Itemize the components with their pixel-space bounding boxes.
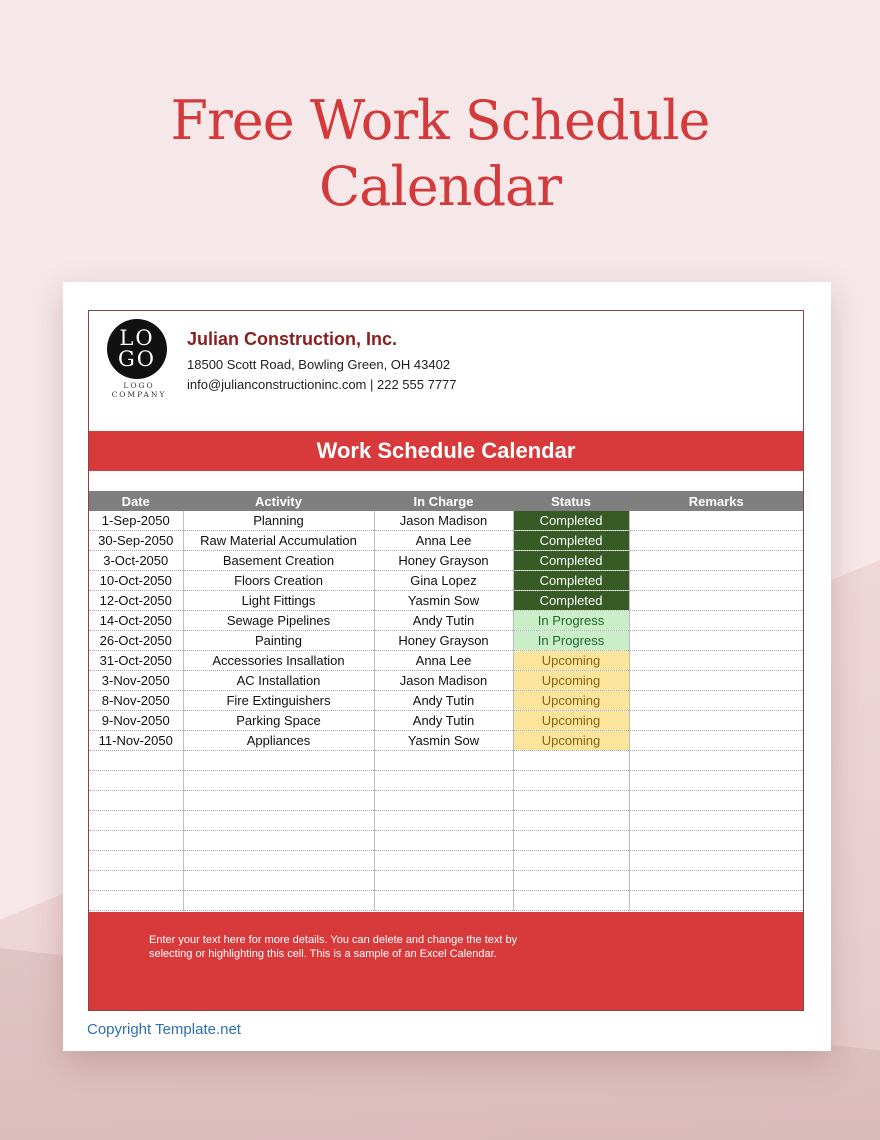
table-row xyxy=(89,711,803,731)
table-row xyxy=(89,531,803,551)
page-title-line2: Calendar xyxy=(318,155,562,218)
company-contact[interactable]: info@julianconstructioninc.com | 222 555 7777 xyxy=(187,377,457,392)
cell-in-charge[interactable]: Yasmin Sow xyxy=(374,731,513,751)
cell-in-charge[interactable]: Jason Madison xyxy=(374,511,513,531)
cell-date[interactable]: 12-Oct-2050 xyxy=(89,591,183,611)
cell-status[interactable]: Completed xyxy=(513,551,629,571)
cell-status[interactable]: Upcoming xyxy=(513,731,629,751)
cell-date[interactable]: 3-Oct-2050 xyxy=(89,551,183,571)
cell-remarks[interactable] xyxy=(629,531,803,551)
cell-empty[interactable] xyxy=(513,791,629,811)
table-row xyxy=(89,611,803,631)
cell-empty[interactable] xyxy=(89,851,183,871)
header-in-charge[interactable]: In Charge xyxy=(374,491,513,511)
cell-empty[interactable] xyxy=(374,791,513,811)
header-status[interactable]: Status xyxy=(513,491,629,511)
table-row-empty xyxy=(89,811,803,831)
calendar-frame xyxy=(88,310,804,1011)
cell-in-charge[interactable]: Honey Grayson xyxy=(374,551,513,571)
cell-empty[interactable] xyxy=(374,751,513,771)
cell-activity[interactable]: Raw Material Accumulation xyxy=(183,531,374,551)
cell-empty[interactable] xyxy=(89,891,183,911)
table-row-empty xyxy=(89,851,803,871)
cell-activity[interactable]: AC Installation xyxy=(183,671,374,691)
cell-empty[interactable] xyxy=(89,811,183,831)
cell-empty[interactable] xyxy=(183,751,374,771)
cell-empty[interactable] xyxy=(629,811,803,831)
company-name[interactable]: Julian Construction, Inc. xyxy=(187,329,398,349)
cell-empty[interactable] xyxy=(629,791,803,811)
cell-date[interactable]: 31-Oct-2050 xyxy=(89,651,183,671)
logo-icon xyxy=(107,319,167,379)
cell-empty[interactable] xyxy=(629,751,803,771)
cell-in-charge[interactable]: Andy Tutin xyxy=(374,611,513,631)
notes-text[interactable]: Enter your text here for more details. You can delete and change the text by selecting or highlighting this cell. This is a sample of an Excel Calendar. xyxy=(149,934,518,960)
cell-activity[interactable]: Basement Creation xyxy=(183,551,374,571)
cell-status[interactable]: Completed xyxy=(513,571,629,591)
cell-status[interactable]: Completed xyxy=(513,531,629,551)
table-row xyxy=(89,511,803,531)
cell-in-charge[interactable]: Yasmin Sow xyxy=(374,591,513,611)
table-row-empty xyxy=(89,871,803,891)
cell-date[interactable]: 8-Nov-2050 xyxy=(89,691,183,711)
table-row xyxy=(89,651,803,671)
logo-subtitle: LOGO COMPANY xyxy=(111,381,167,399)
cell-empty[interactable] xyxy=(513,751,629,771)
table-row xyxy=(89,731,803,751)
table-row-empty xyxy=(89,771,803,791)
cell-empty[interactable] xyxy=(374,871,513,891)
cell-empty[interactable] xyxy=(374,831,513,851)
cell-empty[interactable] xyxy=(89,751,183,771)
cell-remarks[interactable] xyxy=(629,671,803,691)
header-remarks[interactable]: Remarks xyxy=(629,491,803,511)
cell-in-charge[interactable]: Jason Madison xyxy=(374,671,513,691)
cell-in-charge[interactable]: Andy Tutin xyxy=(374,711,513,731)
cell-empty[interactable] xyxy=(629,891,803,911)
cell-empty[interactable] xyxy=(374,851,513,871)
cell-empty[interactable] xyxy=(513,851,629,871)
header-activity[interactable]: Activity xyxy=(183,491,374,511)
cell-empty[interactable] xyxy=(89,871,183,891)
cell-status[interactable]: Completed xyxy=(513,591,629,611)
cell-empty[interactable] xyxy=(183,811,374,831)
table-row-empty xyxy=(89,751,803,771)
cell-date[interactable]: 10-Oct-2050 xyxy=(89,571,183,591)
schedule-banner-title[interactable]: Work Schedule Calendar xyxy=(89,431,803,471)
cell-empty[interactable] xyxy=(513,811,629,831)
cell-remarks[interactable] xyxy=(629,611,803,631)
cell-status[interactable]: Upcoming xyxy=(513,651,629,671)
cell-date[interactable]: 9-Nov-2050 xyxy=(89,711,183,731)
header-date[interactable]: Date xyxy=(89,491,183,511)
page-title xyxy=(0,88,880,220)
cell-in-charge[interactable]: Anna Lee xyxy=(374,531,513,551)
cell-empty[interactable] xyxy=(629,831,803,851)
page-title-line1: Free Work Schedule xyxy=(170,89,710,152)
cell-empty[interactable] xyxy=(89,831,183,851)
cell-empty[interactable] xyxy=(183,891,374,911)
cell-empty[interactable] xyxy=(374,811,513,831)
cell-date[interactable]: 30-Sep-2050 xyxy=(89,531,183,551)
cell-empty[interactable] xyxy=(183,851,374,871)
cell-in-charge[interactable]: Gina Lopez xyxy=(374,571,513,591)
cell-in-charge[interactable]: Honey Grayson xyxy=(374,631,513,651)
cell-empty[interactable] xyxy=(513,771,629,791)
table-header-row xyxy=(89,491,803,511)
cell-empty[interactable] xyxy=(629,771,803,791)
table-row-empty xyxy=(89,791,803,811)
notes-box[interactable] xyxy=(89,912,803,1010)
cell-activity[interactable]: Appliances xyxy=(183,731,374,751)
cell-date[interactable]: 26-Oct-2050 xyxy=(89,631,183,651)
cell-remarks[interactable] xyxy=(629,511,803,531)
logo-line1: LO xyxy=(119,326,155,350)
cell-remarks[interactable] xyxy=(629,551,803,571)
cell-empty[interactable] xyxy=(374,891,513,911)
cell-empty[interactable] xyxy=(89,771,183,791)
cell-activity[interactable]: Floors Creation xyxy=(183,571,374,591)
company-address[interactable]: 18500 Scott Road, Bowling Green, OH 43402 xyxy=(187,357,451,372)
table-row xyxy=(89,591,803,611)
cell-activity[interactable]: Accessories Insallation xyxy=(183,651,374,671)
cell-empty[interactable] xyxy=(513,831,629,851)
cell-remarks[interactable] xyxy=(629,571,803,591)
schedule-table xyxy=(89,491,803,911)
table-row xyxy=(89,671,803,691)
cell-status[interactable]: Completed xyxy=(513,511,629,531)
schedule-table-body xyxy=(89,511,803,911)
cell-activity[interactable]: Light Fittings xyxy=(183,591,374,611)
table-row-empty xyxy=(89,831,803,851)
cell-remarks[interactable] xyxy=(629,711,803,731)
cell-remarks[interactable] xyxy=(629,631,803,651)
cell-activity[interactable]: Painting xyxy=(183,631,374,651)
copyright-link[interactable]: Copyright Template.net xyxy=(87,1021,241,1038)
table-row xyxy=(89,631,803,651)
cell-in-charge[interactable]: Andy Tutin xyxy=(374,691,513,711)
cell-date[interactable]: 3-Nov-2050 xyxy=(89,671,183,691)
cell-empty[interactable] xyxy=(629,871,803,891)
cell-empty[interactable] xyxy=(629,851,803,871)
cell-activity[interactable]: Sewage Pipelines xyxy=(183,611,374,631)
cell-in-charge[interactable]: Anna Lee xyxy=(374,651,513,671)
cell-empty[interactable] xyxy=(183,791,374,811)
cell-remarks[interactable] xyxy=(629,731,803,751)
cell-activity[interactable]: Parking Space xyxy=(183,711,374,731)
table-row xyxy=(89,691,803,711)
spreadsheet-sheet xyxy=(63,282,831,1051)
cell-date[interactable]: 14-Oct-2050 xyxy=(89,611,183,631)
cell-activity[interactable]: Fire Extinguishers xyxy=(183,691,374,711)
logo-line2: GO xyxy=(118,347,156,371)
cell-remarks[interactable] xyxy=(629,691,803,711)
cell-empty[interactable] xyxy=(183,771,374,791)
cell-status[interactable]: Upcoming xyxy=(513,711,629,731)
cell-empty[interactable] xyxy=(183,831,374,851)
cell-status[interactable]: Upcoming xyxy=(513,671,629,691)
cell-date[interactable]: 1-Sep-2050 xyxy=(89,511,183,531)
cell-status[interactable]: In Progress xyxy=(513,631,629,651)
cell-empty[interactable] xyxy=(513,871,629,891)
table-row-empty xyxy=(89,891,803,911)
cell-empty[interactable] xyxy=(183,871,374,891)
cell-remarks[interactable] xyxy=(629,591,803,611)
cell-empty[interactable] xyxy=(374,771,513,791)
cell-status[interactable]: Upcoming xyxy=(513,691,629,711)
table-row xyxy=(89,571,803,591)
cell-date[interactable]: 11-Nov-2050 xyxy=(89,731,183,751)
table-row xyxy=(89,551,803,571)
cell-remarks[interactable] xyxy=(629,651,803,671)
cell-status[interactable]: In Progress xyxy=(513,611,629,631)
cell-empty[interactable] xyxy=(513,891,629,911)
cell-empty[interactable] xyxy=(89,791,183,811)
cell-activity[interactable]: Planning xyxy=(183,511,374,531)
